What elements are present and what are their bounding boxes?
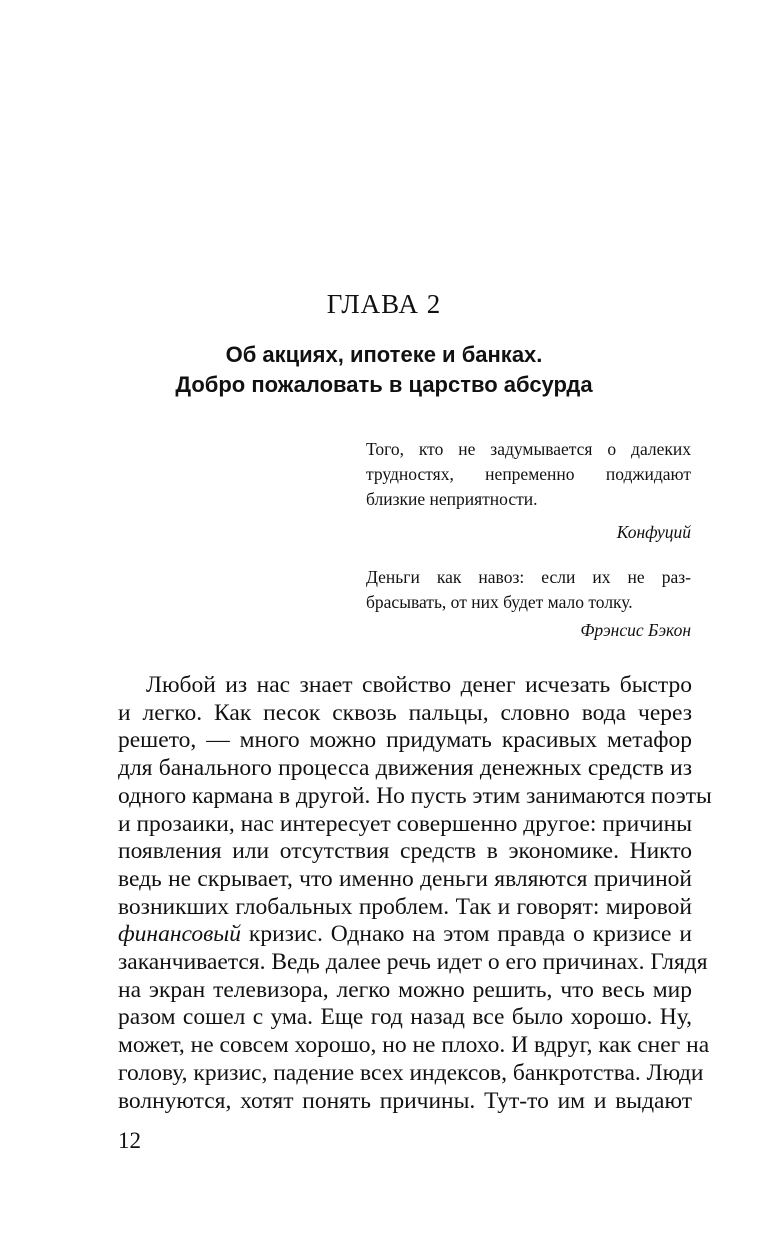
body-line: на экран телевизора, легко можно решить, что весь мир — [118, 976, 692, 1003]
body-line: разом сошел с ума. Еще год назад все было хорошо. Ну, — [118, 1004, 692, 1031]
body-line: Любой из нас знает свойство денег исчезать быстро — [146, 672, 692, 698]
body-line: для банального процесса движения денежных средств из — [118, 755, 692, 782]
body-line: может, не совсем хорошо, но не плохо. И вдруг, как снег на — [118, 1032, 710, 1059]
epigraph-bacon — [366, 565, 691, 643]
body-line: голову, кризис, падение всех индексов, банкротства. Люди — [118, 1059, 704, 1086]
chapter-title-line: Об акциях, ипотеке и банках. — [225, 342, 543, 367]
page-number: 12 — [118, 1128, 141, 1153]
body-line-with-italic — [118, 921, 692, 949]
italic-term: финансовый — [118, 921, 241, 948]
body-line: одного кармана в другой. Но пусть этим занимаются поэты — [118, 782, 712, 809]
body-line: волнуются, хотят понять причины. Тут-то им и выдают — [118, 1087, 692, 1114]
epigraph-line: близкие неприятности. — [366, 489, 538, 509]
epigraph-line: трудностях, непременно поджидают — [366, 464, 691, 484]
body-line: появления или отсутствия средств в экономике. Никто — [118, 838, 692, 865]
chapter-title-line: Добро пожаловать в царство абсурда — [175, 372, 593, 397]
chapter-title — [0, 340, 768, 400]
epigraph-author: Фрэнсис Бэкон — [580, 620, 691, 640]
epigraph-line: Того, кто не задумывается о далеких — [366, 439, 691, 459]
epigraph-line: Деньги как навоз: если их не раз- — [366, 567, 691, 587]
body-line: и прозаики, нас интересует совершенно другое: причины — [118, 810, 692, 837]
body-line: возникших глобальных проблем. Так и говорят: мировой — [118, 893, 692, 920]
body-paragraph — [118, 672, 712, 1115]
body-line: и легко. Как песок сквозь пальцы, словно вода через — [118, 699, 692, 726]
epigraph-line: брасывать, от них будет мало толку. — [366, 592, 633, 612]
epigraph-confucius — [366, 437, 691, 545]
body-line: заканчивается. Ведь далее речь идет о его причинах. Глядя — [118, 949, 708, 976]
epigraph-author: Конфуций — [616, 522, 691, 542]
body-line: ведь не скрывает, что именно деньги являются причиной — [118, 865, 692, 892]
body-line-rest: кризис. Однако на этом правда о кризисе и — [240, 921, 692, 948]
chapter-label: ГЛАВА 2 — [326, 289, 442, 319]
body-line: решето, — много можно придумать красивых метафор — [118, 727, 692, 754]
